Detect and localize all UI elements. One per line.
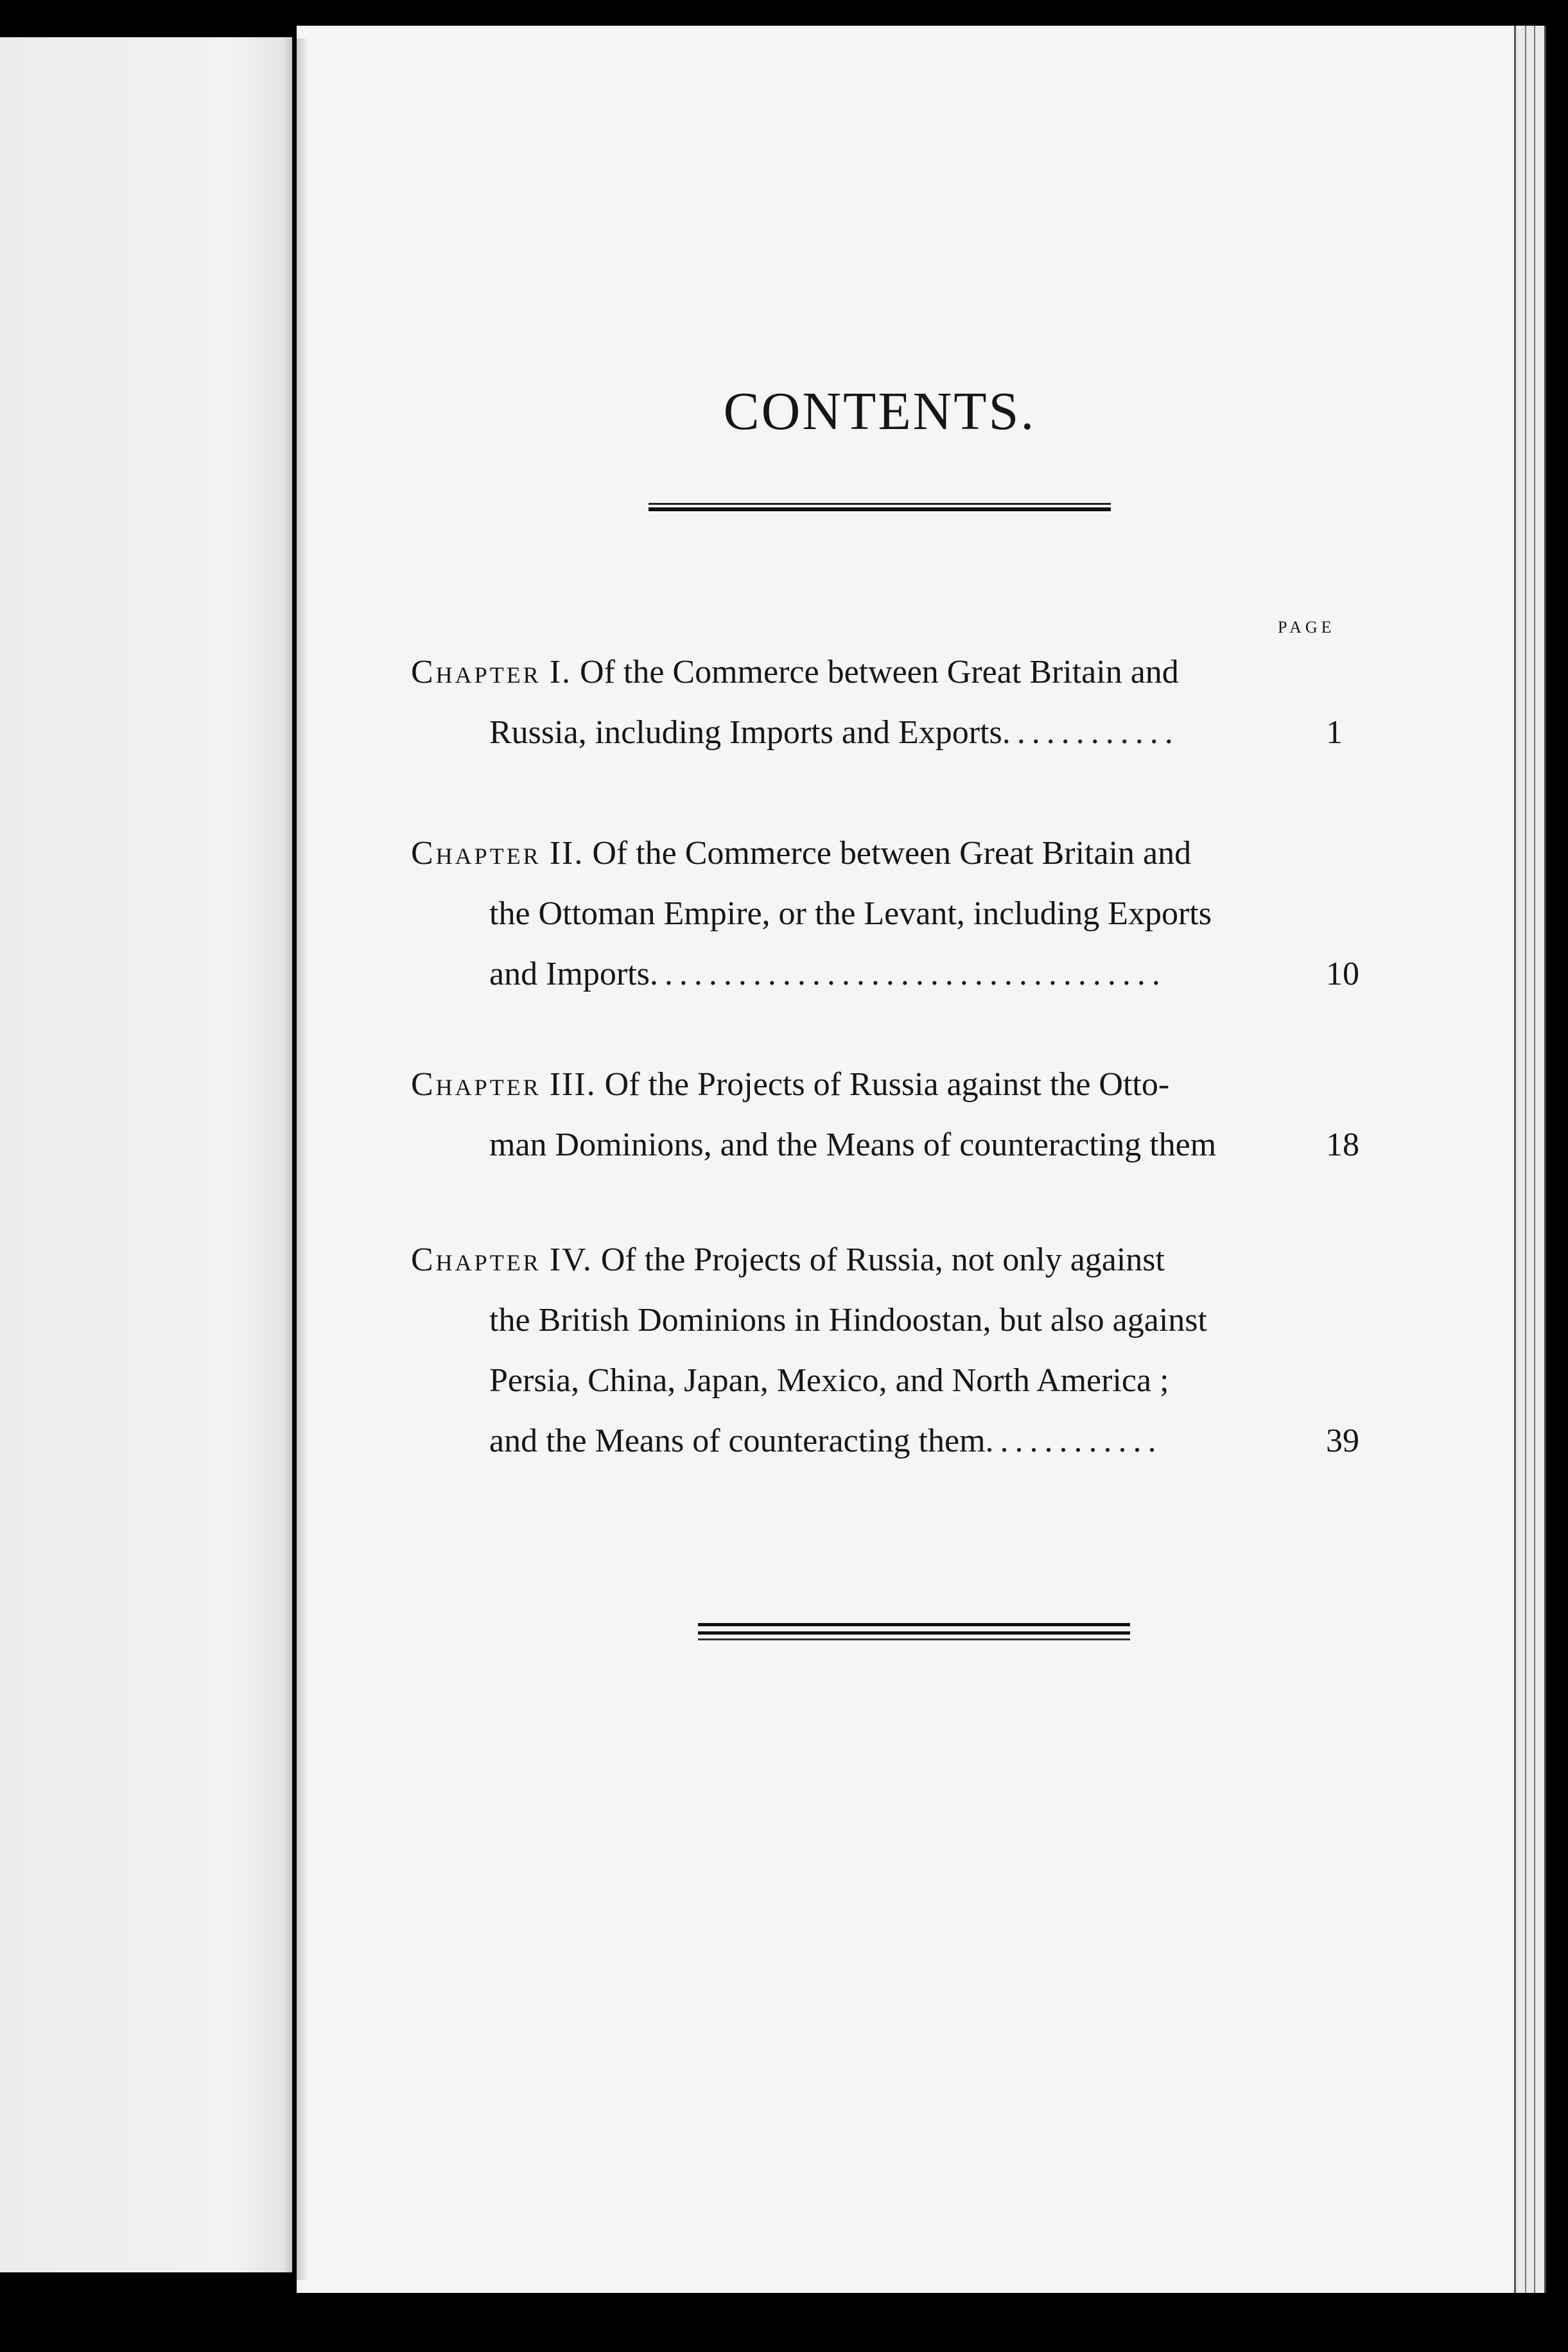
page-edge-line: [1525, 26, 1526, 2293]
toc-line: [411, 823, 1361, 884]
page-number: 39: [1326, 1423, 1359, 1459]
chapter-title-line: Of the Commerce between Great Britain and: [580, 654, 1179, 690]
facing-page: [0, 37, 292, 2272]
toc-line: [411, 1055, 1361, 1115]
book-gutter: [283, 39, 308, 2280]
toc-line: [411, 1351, 1361, 1411]
chapter-title-line: the British Dominions in Hindoostan, but also against: [489, 1302, 1207, 1338]
toc-line: [411, 1115, 1361, 1175]
chapter-title-line: Of the Projects of Russia, not only against: [600, 1242, 1165, 1278]
chapter-title-line: and Imports: [489, 956, 650, 992]
chapter-number: II.: [549, 835, 584, 872]
toc-entry-chapter-4[interactable]: [411, 1230, 1361, 1471]
dot-leader: ...................................: [649, 956, 1167, 992]
chapter-number: IV.: [549, 1242, 593, 1278]
chapter-title-line: Of the Projects of Russia against the Otto-: [604, 1066, 1170, 1103]
chapter-title-line: the Ottoman Empire, or the Levant, including Exports: [489, 895, 1212, 932]
dot-leader: ............: [985, 1423, 1163, 1459]
toc-line: [411, 944, 1361, 1005]
page-edge-line: [1534, 26, 1535, 2293]
toc-line: [411, 1411, 1361, 1471]
chapter-label: Chapter: [411, 835, 541, 872]
toc-line: [411, 1230, 1361, 1290]
chapter-title-line: and the Means of counteracting them: [489, 1423, 986, 1459]
chapter-title-line: Of the Commerce between Great Britain and: [592, 835, 1192, 872]
toc-entry-chapter-2[interactable]: [411, 823, 1361, 1005]
chapter-number: III.: [549, 1066, 597, 1103]
closing-rule: [698, 1623, 1130, 1640]
page-number: 10: [1326, 956, 1359, 992]
chapter-title-line: man Dominions, and the Means of counteracting them: [489, 1127, 1217, 1163]
dot-leader: ............: [1002, 714, 1180, 751]
chapter-title-line: Russia, including Imports and Exports: [489, 714, 1002, 751]
chapter-label: Chapter: [411, 654, 541, 690]
toc-line: [411, 703, 1361, 763]
page-column-label: PAGE: [1278, 618, 1336, 636]
toc-entry-chapter-3[interactable]: [411, 1055, 1361, 1175]
page-number: 18: [1326, 1127, 1359, 1163]
chapter-title-line: Persia, China, Japan, Mexico, and North America ;: [489, 1362, 1169, 1399]
chapter-number: I.: [549, 654, 572, 690]
page-title: CONTENTS.: [723, 382, 1036, 441]
page-edges: [1514, 26, 1546, 2293]
toc-line: [411, 642, 1361, 703]
toc-entry-chapter-1[interactable]: [411, 642, 1361, 763]
toc-line: [411, 1290, 1361, 1351]
chapter-label: Chapter: [411, 1066, 541, 1103]
page-number: 1: [1326, 714, 1343, 751]
toc-line: [411, 884, 1361, 944]
chapter-label: Chapter: [411, 1242, 541, 1278]
title-rule: [649, 503, 1111, 511]
